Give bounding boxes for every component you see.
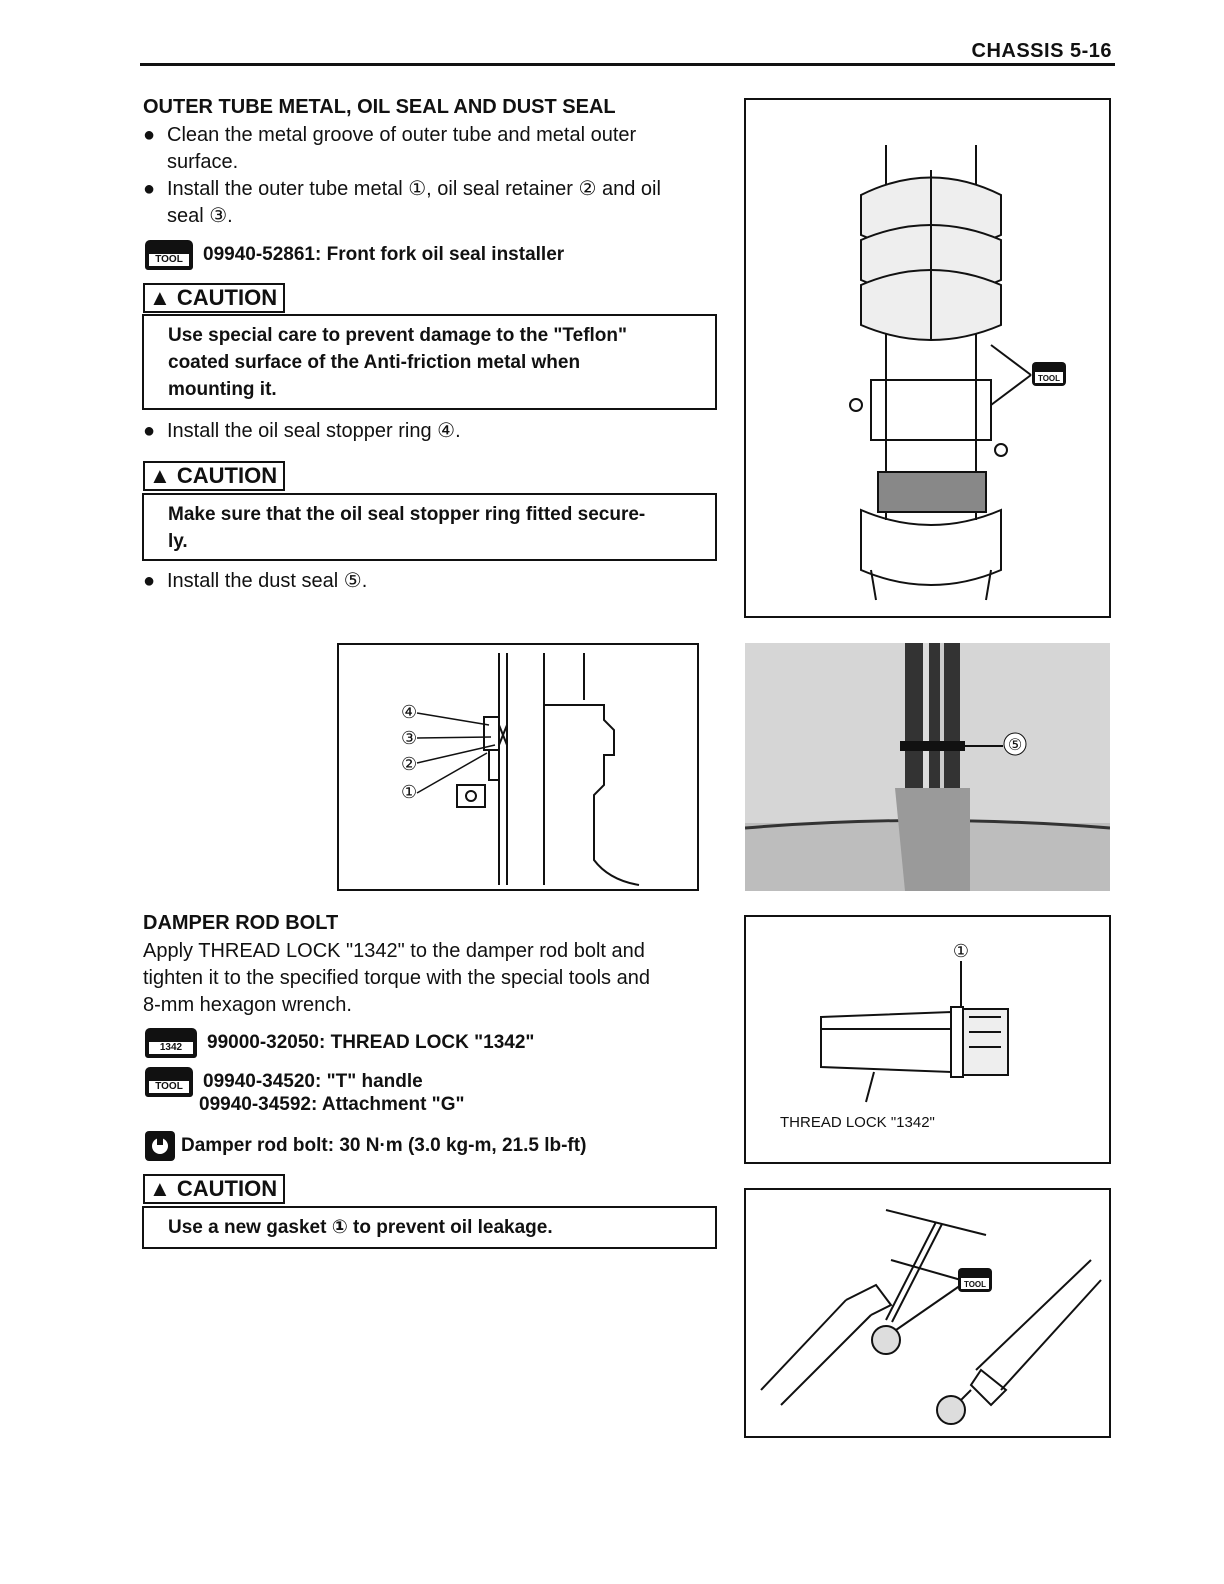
caution-text: Make sure that the oil seal stopper ring fitted secure-	[168, 504, 646, 525]
torque-text: Damper rod bolt: 30 N·m (3.0 kg-m, 21.5 lb-ft)	[181, 1135, 587, 1156]
caution-box-3	[142, 1206, 717, 1249]
callout-3: ③	[401, 728, 418, 748]
instruction-text: 8-mm hexagon wrench.	[143, 994, 352, 1016]
bullet-dot: ●	[143, 178, 156, 200]
thread-lock-text: 99000-32050: THREAD LOCK "1342"	[207, 1032, 535, 1053]
bullet-text: Install the oil seal stopper ring ④.	[167, 420, 461, 442]
figure-fork-section	[337, 643, 699, 891]
caution-label-2: ▲ CAUTION	[143, 461, 285, 491]
t-handle-drawing	[746, 1190, 1109, 1436]
tool-line-t-handle	[145, 1067, 423, 1097]
bullet-dust-seal	[143, 568, 723, 595]
caution-text: ly.	[168, 531, 188, 552]
fork-section-diagram	[339, 645, 697, 889]
tool-line-attachment	[199, 1094, 464, 1116]
bullet-text: surface.	[167, 151, 239, 173]
caution-text: Use special care to prevent damage to the "Teflon"	[168, 325, 628, 346]
callout-4: ④	[401, 702, 418, 722]
callout-5: ⑤	[1007, 737, 1023, 754]
thread-lock-caption: THREAD LOCK "1342"	[780, 1114, 935, 1131]
callout-2: ②	[401, 754, 418, 774]
tool-icon	[1032, 362, 1066, 386]
thread-lock-icon: 1342	[145, 1028, 197, 1058]
caution-text: coated surface of the Anti-friction metal when	[168, 352, 581, 373]
tool-icon	[958, 1268, 992, 1292]
figure-seal-installer	[744, 98, 1111, 618]
tool-text: 09940-52861: Front fork oil seal installer	[203, 244, 565, 265]
bullet-dot: ●	[143, 420, 156, 442]
instruction-text: Apply THREAD LOCK "1342" to the damper rod bolt and	[143, 940, 645, 962]
caution-text: Use a new gasket ① to prevent oil leakage.	[168, 1217, 553, 1238]
damper-bolt-drawing	[746, 917, 1109, 1162]
caution-text: mounting it.	[168, 379, 277, 400]
svg-text:TOOL: TOOL	[1037, 374, 1061, 383]
tool-text: 09940-34520: "T" handle	[203, 1071, 423, 1092]
callout-1: ①	[401, 782, 418, 802]
bolt-callout-1: ①	[952, 941, 970, 961]
tool-icon: TOOL	[145, 1067, 193, 1097]
bullet-dot: ●	[143, 570, 156, 592]
thread-lock-line	[145, 1028, 534, 1058]
figure-damper-rod-bolt	[744, 915, 1111, 1164]
caution-box-2	[142, 493, 717, 561]
torque-wrench-icon	[145, 1131, 175, 1161]
bullet-text: Install the outer tube metal ①, oil seal retainer ② and oil	[167, 178, 661, 200]
caution-label-1: ▲ CAUTION	[143, 283, 285, 313]
dust-seal-photo-illustration	[745, 643, 1110, 891]
caution-label-3: ▲ CAUTION	[143, 1174, 285, 1204]
bullet-clean	[143, 122, 723, 176]
bullet-dot: ●	[143, 124, 156, 146]
tool-text: 09940-34592: Attachment "G"	[199, 1094, 465, 1115]
tool-icon: TOOL	[145, 240, 193, 270]
torque-line	[145, 1131, 586, 1161]
bullet-text: seal ③.	[167, 205, 233, 227]
section-title-outer-tube: OUTER TUBE METAL, OIL SEAL AND DUST SEAL	[143, 96, 616, 118]
bullet-text: Install the dust seal ⑤.	[167, 570, 368, 592]
damper-instructions	[143, 938, 733, 1019]
bullet-stopper-ring	[143, 418, 723, 445]
svg-text:TOOL: TOOL	[963, 1280, 987, 1289]
bullet-install-metal	[143, 176, 723, 230]
seal-installer-illustration	[746, 100, 1109, 616]
header-rule	[140, 63, 1115, 66]
figure-t-handle	[744, 1188, 1111, 1438]
photo-dust-seal	[745, 643, 1110, 891]
page-header: CHASSIS 5-16	[971, 40, 1112, 62]
bullet-text: Clean the metal groove of outer tube and metal outer	[167, 124, 637, 146]
caution-box-1	[142, 314, 717, 410]
tool-line-seal-installer	[145, 240, 564, 270]
instruction-text: tighten it to the specified torque with the special tools and	[143, 967, 650, 989]
section-title-damper-rod-bolt: DAMPER ROD BOLT	[143, 912, 339, 934]
